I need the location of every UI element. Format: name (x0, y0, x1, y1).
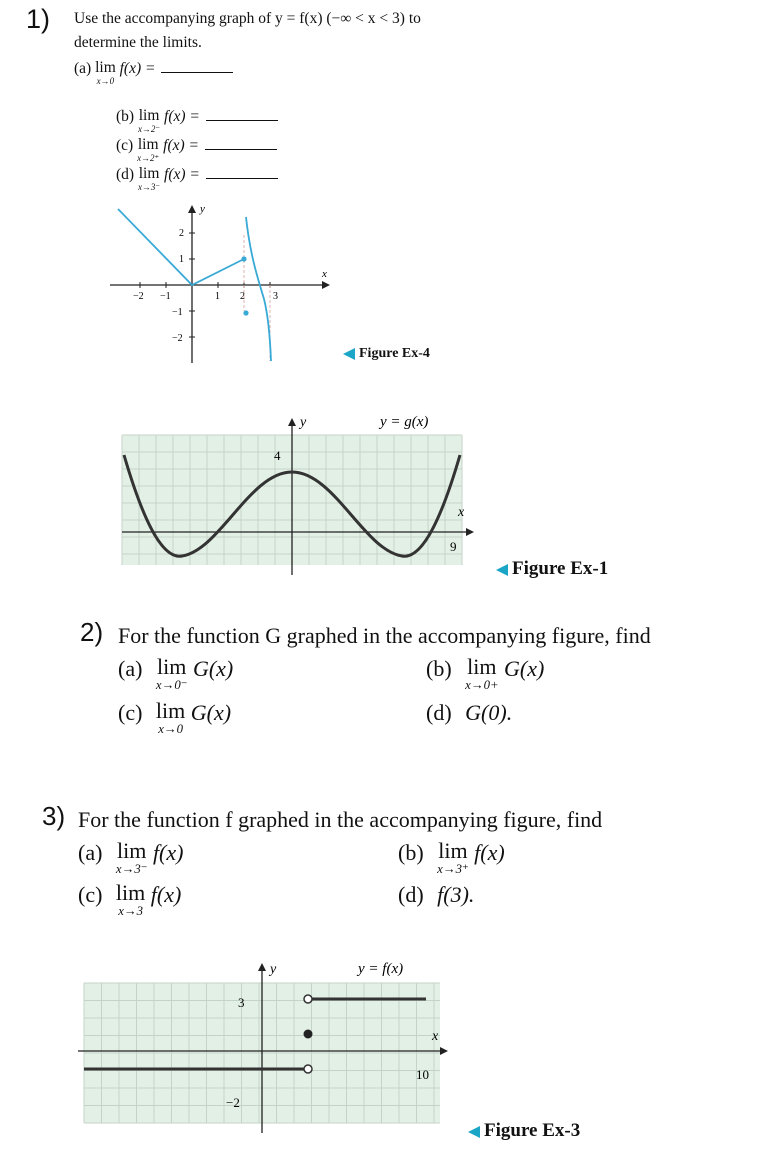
fig4-xtick-3: 3 (273, 291, 278, 302)
figure-ex3-caption: Figure Ex-3 (468, 1120, 580, 1142)
q3-number: 3) (42, 801, 66, 831)
q2-part-d: (d) G(0). (426, 700, 513, 725)
q1-stem-line1: Use the accompanying graph of y = f(x) (−∞ < x < 3) to (74, 10, 421, 27)
q1-answer-blank-d[interactable] (206, 178, 278, 179)
fig3-tick-3: 3 (238, 995, 245, 1010)
fig3-y-label: y (270, 962, 277, 977)
figure-ex4-caption: Figure Ex-4 (343, 346, 430, 362)
figure-ex4-graph (100, 195, 340, 365)
fig3-tick-10: 10 (416, 1067, 429, 1082)
fig4-ytick-neg1: −1 (172, 307, 183, 318)
fig4-x-label: x (322, 268, 327, 280)
q1-part-b: (b) lim x→2⁻ f(x) = (116, 108, 278, 133)
fig4-ytick-neg2: −2 (172, 333, 183, 344)
q3-part-a: (a) lim x→3⁻ f(x) (78, 838, 184, 876)
caption-arrow-icon (343, 348, 355, 360)
fig4-curve-right (246, 217, 271, 361)
q3-part-c: (c) lim x→3 f(x) (78, 880, 182, 918)
q1-stem-line2: determine the limits. (74, 34, 202, 51)
fig4-xtick-neg1: −1 (160, 291, 171, 302)
fig4-curve-left (118, 209, 244, 285)
figure-ex3-graph (70, 955, 460, 1140)
q1-part-c: (c) lim x→2⁺ f(x) = (116, 137, 277, 162)
fig1-y-axis-arrow (288, 418, 296, 426)
caption-arrow-icon (468, 1126, 480, 1138)
fig3-filled-dot (304, 1030, 313, 1039)
fig4-ytick-2: 2 (179, 228, 184, 239)
q1-part-d: (d) lim x→3⁻ f(x) = (116, 166, 278, 191)
q2-part-c: (c) lim x→0 G(x) (118, 698, 232, 736)
fig3-x-axis-arrow (440, 1047, 448, 1055)
caption-arrow-icon (496, 564, 508, 576)
fig1-y-label: y (300, 415, 307, 430)
q2-part-a: (a) lim x→0⁻ G(x) (118, 654, 234, 692)
y-axis-arrow (188, 205, 196, 213)
fig1-func-label: y = g(x) (380, 414, 429, 430)
fig4-ytick-1: 1 (179, 254, 184, 265)
q1-answer-blank-c[interactable] (205, 149, 277, 150)
fig4-point-2 (241, 256, 246, 261)
figure-ex1-graph (110, 410, 480, 580)
q3-stem: For the function f graphed in the accompanying figure, find (78, 807, 603, 832)
fig4-xtick-neg2: −2 (133, 291, 144, 302)
fig4-xtick-1: 1 (215, 291, 220, 302)
q2-part-b: (b) lim x→0+ G(x) (426, 654, 545, 692)
fig3-open-dot-lower (304, 1065, 312, 1073)
q2-number: 2) (80, 617, 104, 647)
fig4-point-2-value (243, 310, 248, 315)
fig1-tick-9: 9 (450, 539, 457, 554)
q2-stem: For the function G graphed in the accompanying figure, find (118, 623, 651, 648)
fig4-y-label: y (200, 203, 205, 215)
q1-part-a: (a) lim x→0 f(x) = (74, 60, 233, 85)
fig3-open-dot-upper (304, 995, 312, 1003)
q1-number: 1) (26, 4, 51, 34)
q3-part-b: (b) lim x→3⁺ f(x) (398, 838, 505, 876)
fig3-func-label: y = f(x) (358, 961, 404, 977)
q1-answer-blank-b[interactable] (206, 120, 278, 121)
fig4-xtick-2: 2 (240, 291, 245, 302)
fig3-x-label: x (432, 1029, 439, 1044)
fig1-x-axis-arrow (466, 528, 474, 536)
figure-ex1-caption: Figure Ex-1 (496, 558, 608, 580)
fig1-x-label: x (458, 505, 465, 520)
fig1-tick-4: 4 (274, 448, 281, 463)
q1-answer-blank-a[interactable] (161, 72, 233, 73)
q3-part-d: (d) f(3). (398, 882, 475, 907)
fig3-tick-neg2: −2 (226, 1095, 240, 1110)
fig3-y-axis-arrow (258, 963, 266, 971)
x-axis-arrow (322, 281, 330, 289)
